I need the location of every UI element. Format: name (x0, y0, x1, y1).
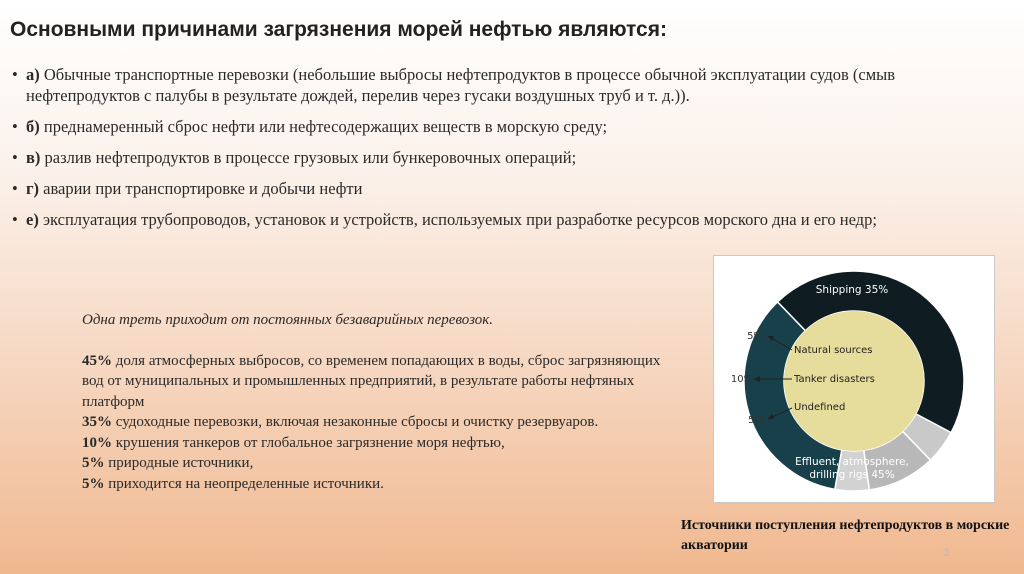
label-tanker-pct: 10% (730, 374, 754, 385)
chart-caption: Источники поступления нефтепродуктов в морские акватории (681, 518, 1010, 553)
intro-line: Одна треть приходит от постоянных безаварийных перевозок. (82, 312, 493, 328)
stat-line: 5% природные источники, (82, 455, 254, 471)
label-effluent-1: Effluent, atmosphere, (795, 456, 909, 468)
page-number: 3 (943, 547, 950, 559)
stat-line: 5% приходится на неопределенные источники. (82, 475, 384, 492)
center-tanker-disasters: Tanker disasters (794, 374, 875, 385)
list-item: • а) Обычные транспортные перевозки (небольшие выбросы нефтепродуктов в процессе обычной эксплуатации судов (смыв нефтепродуктов с палубы в результате дождей, перелив через гусаки воздушных труб и т. д.)). (10, 64, 970, 106)
list-item: • г) аварии при транспортировке и добычи нефти (10, 178, 970, 199)
label-undefined-pct: 5% (748, 415, 764, 426)
oil-sources-chart (713, 255, 995, 503)
label-natural-pct: 5% (747, 331, 763, 342)
list-item: • б) преднамеренный сброс нефти или нефтесодержащих веществ в морскую среду; (10, 116, 970, 137)
label-shipping: Shipping 35% (815, 284, 889, 296)
label-effluent-2: drilling rigs 45% (809, 469, 895, 481)
stat-line: 10% крушения танкеров от глобальное загрязнение моря нефтью, (82, 434, 505, 451)
stat-line: 35% судоходные перевозки, включая незаконные сбросы и очистку резервуаров. (82, 414, 599, 430)
slide-title: Основными причинами загрязнения морей нефтью являются: (10, 18, 667, 41)
center-undefined: Undefined (794, 402, 846, 413)
list-item: • е) эксплуатация трубопроводов, установок и устройств, используемых при разработке ресурсов морского дна и его недр; (10, 209, 970, 230)
stat-line: 45% доля атмосферных выбросов, со временем попадающих в воды, сброс загрязняющих вод от муниципальных и промышленных предприятий, в результате работы нефтяных платформ (82, 352, 661, 410)
center-natural-sources: Natural sources (794, 345, 873, 356)
statistics-text (82, 310, 662, 494)
donut-chart-svg (714, 256, 994, 502)
causes-list (10, 64, 970, 240)
list-item: • в) разлив нефтепродуктов в процессе грузовых или бункеровочных операций; (10, 147, 970, 168)
